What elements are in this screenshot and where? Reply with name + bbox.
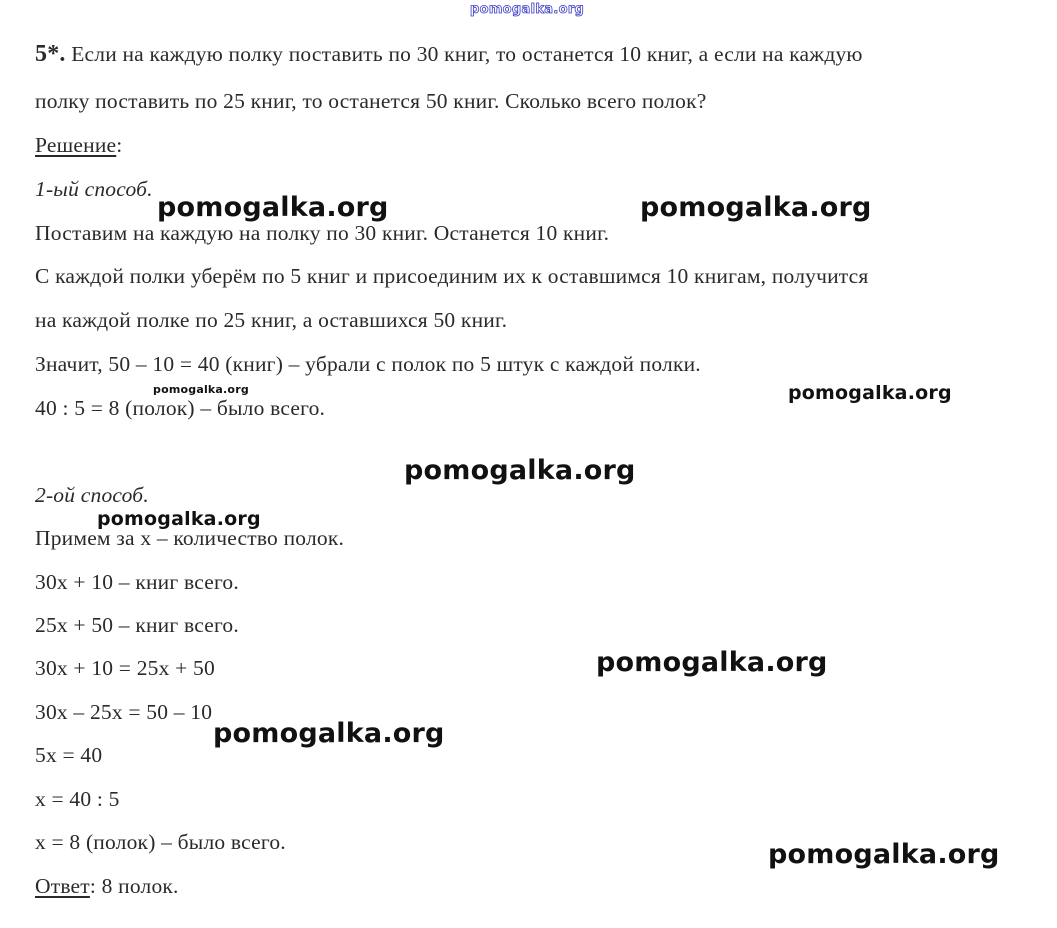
method-1-line: С каждой полки уберём по 5 книг и присоединим их к оставшимся 10 книгам, получится bbox=[35, 264, 869, 288]
method-2-line: 5х = 40 bbox=[35, 743, 103, 767]
solution-heading bbox=[35, 131, 122, 159]
watermark: pomogalka.org bbox=[596, 647, 828, 678]
method-2-line: 30х + 10 – книг всего. bbox=[35, 570, 239, 594]
method-2-title: 2-ой способ. bbox=[35, 483, 149, 507]
watermark: pomogalka.org bbox=[640, 192, 872, 223]
watermark: pomogalka.org bbox=[97, 508, 261, 530]
problem-text-1: Если на каждую полку поставить по 30 книг, то останется 10 книг, а если на каждую bbox=[71, 42, 863, 66]
method-1-line: 40 : 5 = 8 (полок) – было всего. bbox=[35, 396, 326, 420]
method-1-line: Поставим на каждую на полку по 30 книг. Останется 10 книг. bbox=[35, 221, 610, 245]
problem-number: 5*. bbox=[35, 41, 66, 67]
answer bbox=[35, 872, 179, 900]
method-2-line: 30х – 25х = 50 – 10 bbox=[35, 700, 213, 724]
method-2-line: Примем за х – количество полок. bbox=[35, 526, 345, 550]
watermark: pomogalka.org bbox=[404, 455, 636, 486]
answer-label: Ответ bbox=[35, 874, 90, 898]
watermark: pomogalka.org bbox=[153, 383, 249, 396]
problem-line-1 bbox=[35, 40, 863, 68]
solution-label: Решение bbox=[35, 133, 117, 157]
method-1-title: 1-ый способ. bbox=[35, 177, 153, 201]
method-2-line: 25х + 50 – книг всего. bbox=[35, 613, 239, 637]
watermark: pomogalka.org bbox=[213, 718, 445, 749]
header-watermark: pomogalka.org bbox=[470, 2, 585, 17]
watermark: pomogalka.org bbox=[157, 192, 389, 223]
solution-colon: : bbox=[116, 133, 123, 157]
watermark: pomogalka.org bbox=[788, 382, 952, 404]
method-1-line: на каждой полке по 25 книг, а оставшихся 50 книг. bbox=[35, 308, 508, 332]
method-2-line: х = 8 (полок) – было всего. bbox=[35, 830, 286, 854]
method-2-line: х = 40 : 5 bbox=[35, 787, 120, 811]
method-2-line: 30х + 10 = 25х + 50 bbox=[35, 656, 215, 680]
problem-line-2: полку поставить по 25 книг, то останется 50 книг. Сколько всего полок? bbox=[35, 89, 707, 113]
watermark: pomogalka.org bbox=[768, 839, 1000, 870]
method-1-line: Значит, 50 – 10 = 40 (книг) – убрали с полок по 5 штук с каждой полки. bbox=[35, 352, 701, 376]
answer-text: : 8 полок. bbox=[89, 874, 179, 898]
